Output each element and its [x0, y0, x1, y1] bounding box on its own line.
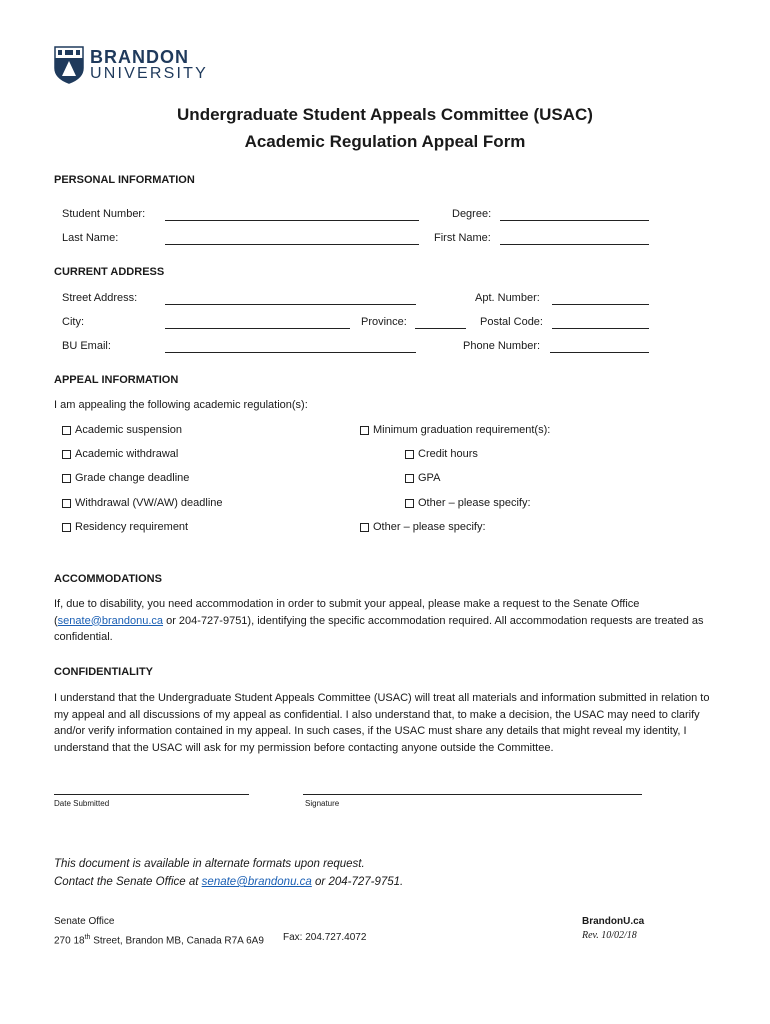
student-number-field[interactable] [165, 220, 419, 221]
accommodations-heading: ACCOMMODATIONS [54, 573, 162, 585]
footer-address [54, 930, 264, 949]
checkbox-box[interactable] [62, 450, 71, 459]
postal-code-field[interactable] [552, 328, 649, 329]
accommodations-text-part: If, due to disability, you need accommodation in order to submit your appeal, please make a request to the Senate Office ( [54, 598, 640, 627]
date-submitted-field[interactable] [54, 794, 249, 795]
checkbox-box[interactable] [62, 523, 71, 532]
checkbox-box[interactable] [405, 499, 414, 508]
street-address-field[interactable] [165, 304, 416, 305]
city-label: City: [62, 316, 84, 328]
checkbox-gpa[interactable] [405, 472, 440, 484]
checkbox-label: Residency requirement [75, 521, 189, 533]
province-label: Province: [361, 316, 407, 328]
checkbox-box[interactable] [405, 474, 414, 483]
bu-email-field[interactable] [165, 352, 416, 353]
appeal-intro: I am appealing the following academic regulation(s): [54, 399, 308, 411]
checkbox-box[interactable] [360, 426, 369, 435]
checkbox-box[interactable] [62, 426, 71, 435]
appeal-info-heading: APPEAL INFORMATION [54, 374, 179, 386]
last-name-field[interactable] [165, 244, 419, 245]
first-name-label: First Name: [434, 232, 491, 244]
checkbox-box[interactable] [62, 474, 71, 483]
address-number: 270 18 [54, 935, 85, 947]
last-name-label: Last Name: [62, 232, 119, 244]
degree-label: Degree: [452, 208, 492, 220]
senate-email-link-2[interactable]: senate@brandonu.ca [201, 876, 312, 888]
contact-text-part: Contact the Senate Office at [54, 876, 202, 888]
senate-email-link[interactable]: senate@brandonu.ca [57, 614, 164, 627]
checkbox-label: Other – please specify: [373, 521, 486, 533]
form-title-line1: Undergraduate Student Appeals Committee (USAC) [177, 105, 593, 124]
bu-email-label: BU Email: [62, 340, 111, 352]
checkbox-academic-suspension[interactable] [62, 424, 182, 436]
checkbox-academic-withdrawal[interactable] [62, 448, 178, 460]
checkbox-label: Other – please specify: [418, 497, 531, 509]
contact-senate-note [54, 876, 403, 888]
checkbox-label: Grade change deadline [75, 472, 190, 484]
first-name-field[interactable] [500, 244, 649, 245]
phone-number-label: Phone Number: [463, 340, 541, 352]
checkbox-withdrawal-deadline[interactable] [62, 497, 223, 509]
logo-name: BRANDON [90, 47, 189, 67]
alternate-formats-note: This document is available in alternate formats upon request. [54, 858, 365, 870]
current-address-heading: CURRENT ADDRESS [54, 266, 165, 278]
logo-subname: UNIVERSITY [90, 65, 209, 82]
footer-office: Senate Office [54, 916, 115, 927]
revision-date: Rev. 10/02/18 [582, 930, 637, 941]
checkbox-residency-requirement[interactable] [62, 521, 188, 533]
street-address-label: Street Address: [62, 292, 138, 304]
postal-code-label: Postal Code: [480, 316, 543, 328]
province-field[interactable] [415, 328, 466, 329]
checkbox-label: Academic suspension [75, 424, 183, 436]
accommodations-text-part: or 204-727-9751), identifying the specific accommodation required. All accommodation requests are treated as confidential. [54, 614, 704, 643]
footer-website: BrandonU.ca [582, 916, 645, 927]
checkbox-other[interactable] [360, 521, 486, 533]
checkbox-label: GPA [418, 472, 441, 484]
confidentiality-text: I understand that the Undergraduate Student Appeals Committee (USAC) will treat all materials and information submitted in relation to my appeal and all discussions of my appeal as confidential. I also understand that, to make a decision, the USAC may need to clarify and/or verify information contained in my appeal. In such cases, if the USAC must share any details that might reveal my identity, I understand that the USAC will ask for my permission before contacting anyone outside the Committee. [54, 692, 710, 754]
city-field[interactable] [165, 328, 350, 329]
footer-fax: Fax: 204.727.4072 [283, 932, 367, 943]
contact-text-part: or 204-727-9751. [311, 876, 404, 888]
checkbox-box[interactable] [360, 523, 369, 532]
personal-info-heading: PERSONAL INFORMATION [54, 174, 195, 186]
date-submitted-label: Date Submitted [54, 799, 110, 808]
checkbox-label: Academic withdrawal [75, 448, 179, 460]
checkbox-label: Minimum graduation requirement(s): [373, 424, 551, 436]
checkbox-grade-change-deadline[interactable] [62, 472, 189, 484]
checkbox-box[interactable] [62, 499, 71, 508]
checkbox-box[interactable] [405, 450, 414, 459]
confidentiality-heading: CONFIDENTIALITY [54, 666, 153, 678]
apt-number-label: Apt. Number: [475, 292, 540, 304]
brandon-university-logo [54, 46, 209, 86]
signature-label: Signature [305, 799, 340, 808]
checkbox-other-graduation[interactable] [405, 497, 531, 509]
degree-field[interactable] [500, 220, 649, 221]
signature-field[interactable] [303, 794, 642, 795]
address-street: Street, Brandon MB, Canada R7A 6A9 [90, 935, 264, 947]
checkbox-minimum-graduation[interactable] [360, 424, 550, 436]
checkbox-label: Credit hours [418, 448, 478, 460]
checkbox-credit-hours[interactable] [405, 448, 478, 460]
address-superscript: th [84, 934, 91, 941]
checkbox-label: Withdrawal (VW/AW) deadline [75, 497, 223, 509]
student-number-label: Student Number: [62, 208, 146, 220]
apt-number-field[interactable] [552, 304, 649, 305]
form-title-line2: Academic Regulation Appeal Form [244, 132, 526, 151]
phone-number-field[interactable] [550, 352, 649, 353]
shield-icon [54, 46, 84, 84]
accommodations-text [54, 596, 714, 646]
